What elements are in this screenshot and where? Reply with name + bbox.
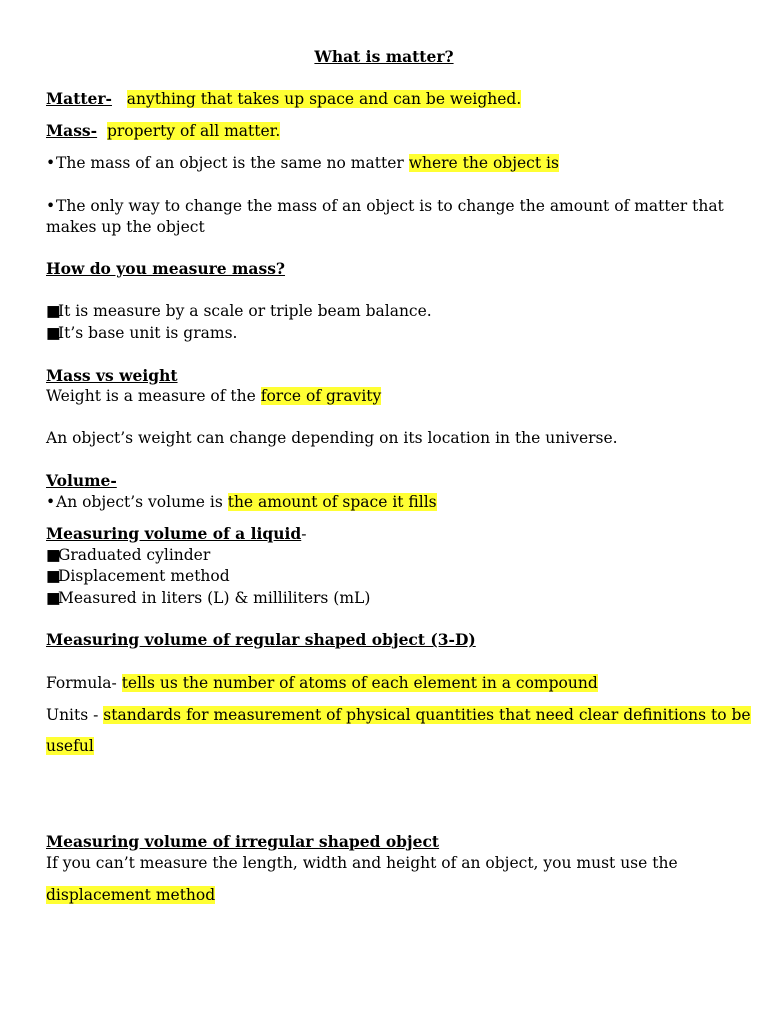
- matter-definition: [46, 89, 521, 109]
- mass-definition-text: property of all matter.: [106, 122, 281, 140]
- weight-note: An object’s weight can change depending on its location in the universe.: [46, 429, 618, 447]
- regular-heading: Measuring volume of regular shaped object (3-D): [46, 630, 476, 649]
- liquid-heading: Measuring volume of a liquid-: [46, 524, 307, 543]
- units-definition-cont: [46, 736, 94, 756]
- list-item: ■Graduated cylinder: [46, 546, 211, 564]
- irregular-heading: Measuring volume of irregular shaped object: [46, 832, 440, 851]
- volume-definition: •An object’s volume is the amount of space it fills: [46, 493, 437, 511]
- mass-point-2-cont: makes up the object: [46, 218, 205, 236]
- square-bullet-icon: ■: [46, 302, 61, 320]
- bullet-dot: •: [46, 493, 56, 511]
- list-item: ■Displacement method: [46, 567, 230, 585]
- page-title: What is matter?: [314, 47, 454, 66]
- square-bullet-icon: ■: [46, 567, 61, 585]
- bullet-dot: •: [46, 154, 56, 172]
- volume-heading: Volume-: [46, 471, 117, 490]
- measure-mass-heading: How do you measure mass?: [46, 259, 286, 278]
- mass-point-1-highlight: where the object is: [408, 154, 559, 172]
- matter-term: Matter-: [46, 89, 112, 108]
- weight-highlight: force of gravity: [260, 387, 382, 405]
- weight-definition: Weight is a measure of the force of gravity: [46, 387, 382, 405]
- units-definition: [46, 705, 751, 725]
- mass-term: Mass-: [46, 121, 98, 140]
- square-bullet-icon: ■: [46, 589, 61, 607]
- matter-definition-text: anything that takes up space and can be weighed.: [126, 90, 522, 108]
- square-bullet-icon: ■: [46, 324, 61, 342]
- units-term: Units -: [46, 706, 104, 724]
- square-bullet-icon: ■: [46, 546, 61, 564]
- formula-definition: [46, 673, 598, 693]
- mass-point-2: •The only way to change the mass of an object is to change the amount of matter that: [46, 197, 724, 215]
- mass-point-1: •The mass of an object is the same no matter where the object is: [46, 154, 559, 172]
- bullet-dot: •: [46, 197, 56, 215]
- list-item: ■It’s base unit is grams.: [46, 324, 238, 342]
- formula-term: Formula-: [46, 674, 122, 692]
- mass-definition: [46, 121, 280, 141]
- irregular-highlight-line: [46, 885, 215, 905]
- formula-highlight: tells us the number of atoms of each element in a compound: [121, 674, 598, 692]
- units-highlight: standards for measurement of physical quantities that need clear definitions to be: [103, 706, 751, 724]
- volume-highlight: the amount of space it fills: [227, 493, 437, 511]
- mass-vs-weight-heading: Mass vs weight: [46, 366, 178, 385]
- list-item: ■It is measure by a scale or triple beam balance.: [46, 302, 432, 320]
- irregular-highlight: displacement method: [46, 886, 216, 904]
- list-item: ■Measured in liters (L) & milliliters (mL): [46, 589, 371, 607]
- irregular-text: If you can’t measure the length, width and height of an object, you must use the: [46, 854, 678, 872]
- units-highlight-cont: useful: [46, 737, 94, 755]
